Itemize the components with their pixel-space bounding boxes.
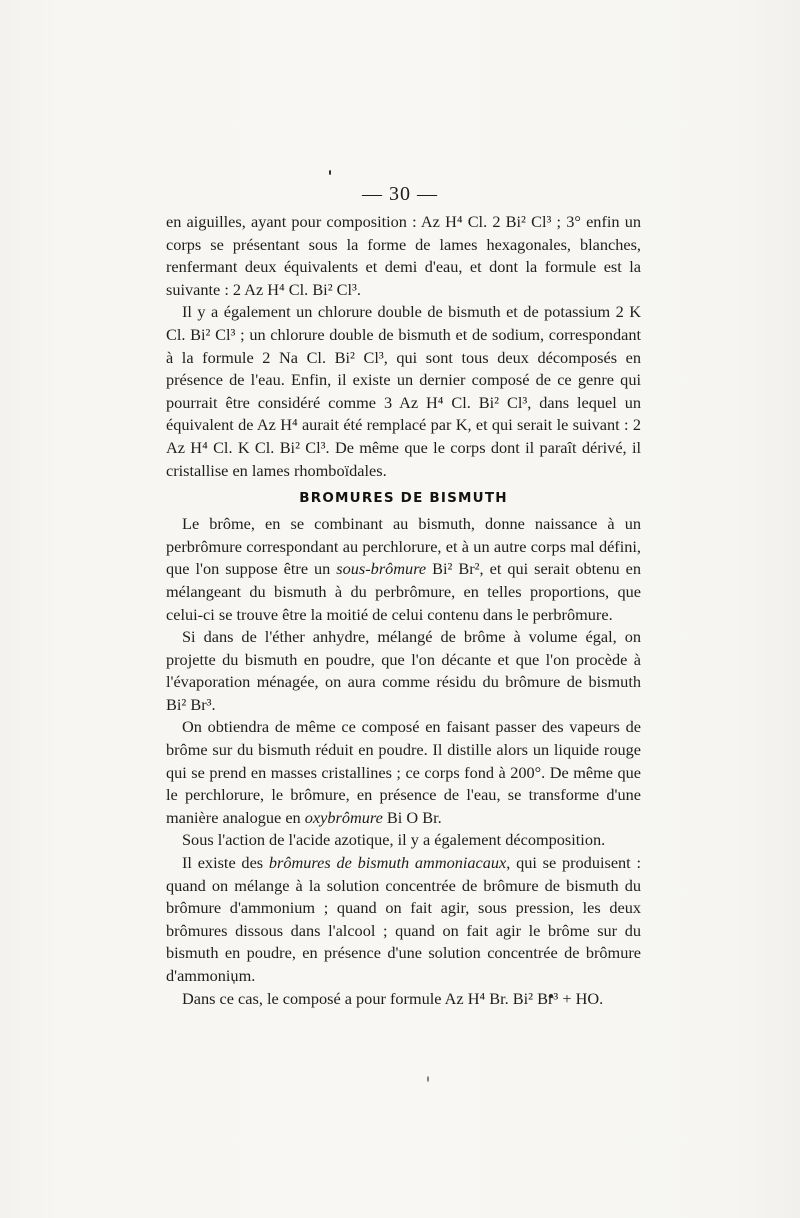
paragraph-text: Bi O Br. [382,807,442,827]
italic-term: sous-brômure [336,559,427,579]
section-heading: BROMURES DE BISMUTH [299,490,508,507]
paragraph [166,513,641,626]
paragraph-text: Bi² Br², et qui serait obtenu en mélangeant du bismuth à du perbrômure, en telles proportions, que celui-ci se trouve être la moitié de celui contenu dans le perbrômure. [166,559,641,624]
paragraph-text: On obtiendra de même ce composé en faisant passer des vapeurs de brôme sur du bismuth réduit en poudre. Il distille alors un liquide rouge qui se prend en masses cristallines ; ce corps fond à 200°. De même que le perchlorure, le brômure, en présence de l'eau, se transforme d'une manière analogue en [166,717,641,827]
italic-term: oxybrômure [304,807,383,827]
ink-speck [427,1076,429,1082]
italic-term: brômures de bismuth ammoniacaux [268,853,507,873]
paragraph [166,852,641,988]
body-text [166,211,641,1010]
paragraph-text: Le brôme, en se combinant au bismuth, donne naissance à un perbrômure correspondant au perchlorure, et à un autre corps mal défini, que l'on suppose être un [166,514,641,579]
paragraph: en aiguilles, ayant pour composition : Az H⁴ Cl. 2 Bi² Cl³ ; 3° enfin un corps se présentant sous la forme de lames hexagonales, blanches, renfermant deux équivalents et demi d'eau, et dont la formule est la suivante : 2 Az H⁴ Cl. Bi² Cl³. [166,212,641,299]
paragraph: Sous l'action de l'acide azotique, il y a également décomposition. [182,830,606,850]
page-number: — 30 — [362,183,438,205]
paragraph-text: Il existe des [182,853,269,873]
paragraph: Si dans de l'éther anhydre, mélangé de brôme à volume égal, on projette du bismuth en poudre, que l'on décante et que l'on procède à l'évaporation ménagée, on aura comme résidu du brômure de bismuth Bi² Br³. [166,627,641,714]
ink-speck [329,170,331,175]
paragraph-text: , qui se produisent : quand on mélange à la solution concentrée de brômure de bismuth du brômure d'ammonium ; quand on fait agir, sous pression, les deux brômures dissous dans l'alcool ; quand on fait agir le brôme sur du bismuth en poudre, en présence d'une solution concentrée de brômure d'ammonium. [166,853,641,985]
paragraph: Il y a également un chlorure double de bismuth et de potassium 2 K Cl. Bi² Cl³ ; un chlorure double de bismuth et de sodium, correspondant à la formule 2 Na Cl. Bi² Cl³, qui sont tous deux décomposés en présence de l'eau. Enfin, il existe un dernier composé de ce genre qui pourrait être considéré comme 3 Az H⁴ Cl. Bi² Cl³, dans lequel un équivalent de Az H⁴ aurait été remplacé par K, et qui serait le suivant : 2 Az H⁴ Cl. K Cl. Bi² Cl³. De même que le corps dont il paraît dérivé, il cristallise en lames rhomboïdales. [166,302,641,480]
paragraph [166,716,641,829]
paragraph: Dans ce cas, le composé a pour formule Az H⁴ Br. Bi² Br³ + HO. [182,988,604,1008]
